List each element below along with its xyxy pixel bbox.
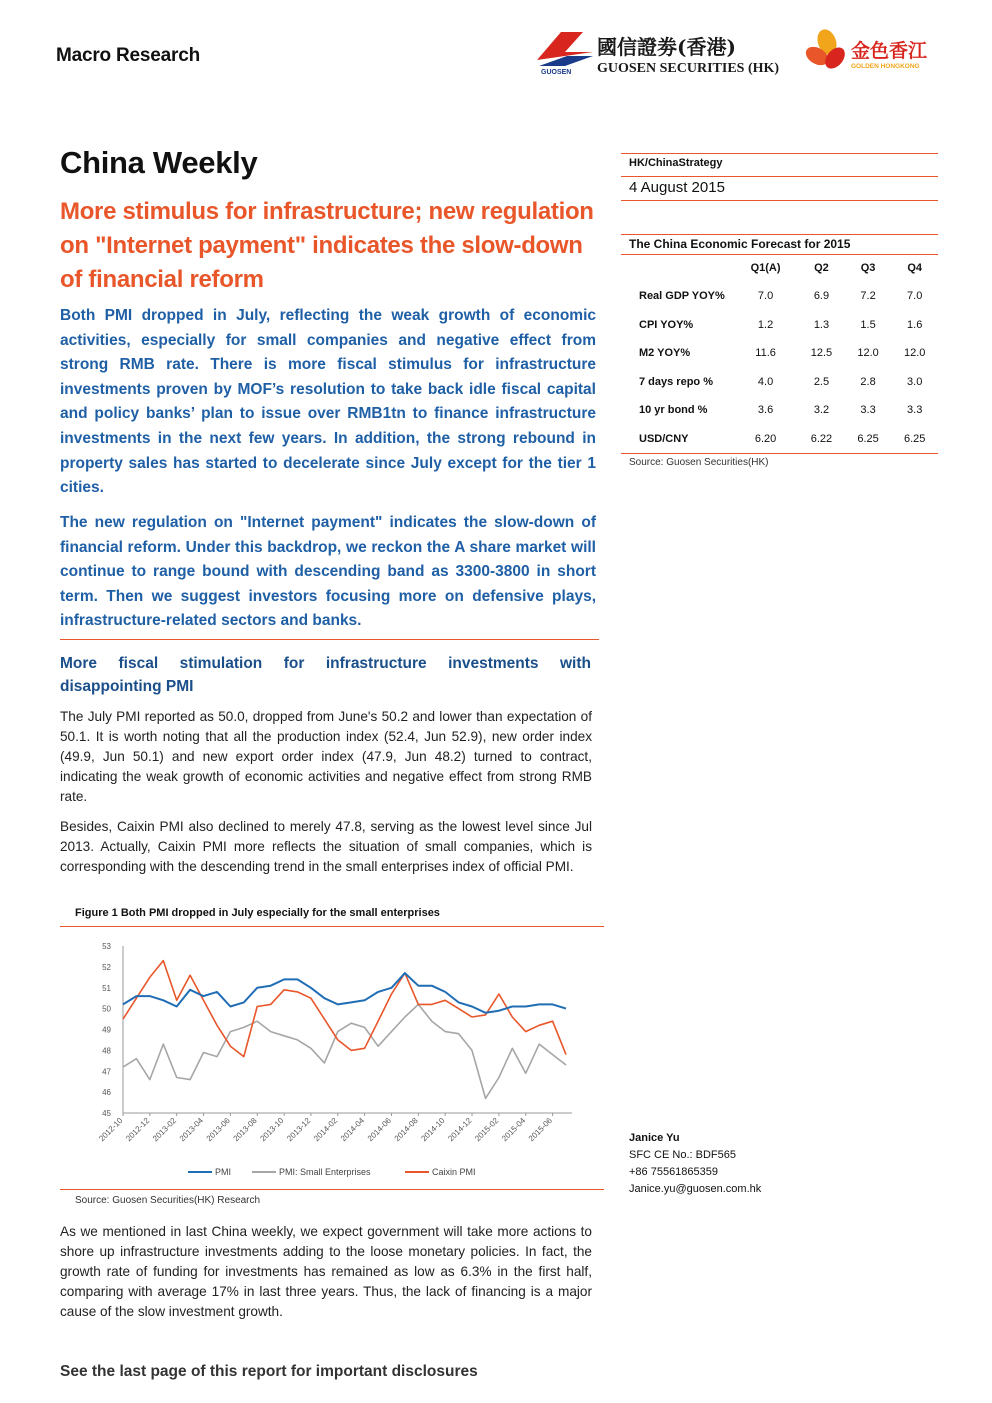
table-cell: 3.2	[813, 404, 830, 417]
chart-x-tick-label: 2014-04	[338, 1116, 367, 1144]
guosen-logo-english: GUOSEN SECURITIES (HK)	[597, 61, 780, 76]
table-cell: 6.22	[810, 432, 833, 445]
table-cell: 3.3	[860, 404, 876, 417]
header-report-type: Macro Research	[56, 45, 200, 66]
table-cell: 6.20	[754, 432, 777, 445]
table-row	[621, 311, 938, 340]
chart-x-tick-label: 2015-06	[526, 1116, 554, 1144]
chart-y-tick-label: 53	[102, 942, 111, 951]
chart-series-line	[123, 961, 566, 1057]
analyst-phone: +86 75561865359	[629, 1166, 719, 1178]
chart-x-tick-label: 2013-10	[258, 1116, 286, 1144]
chart-series-line	[123, 973, 566, 1013]
table-row-label: 7 days repo %	[639, 375, 713, 388]
golden-logo-chinese: 金色香江	[851, 40, 928, 62]
table-rule	[621, 234, 938, 235]
chart-legend-label: PMI	[215, 1167, 232, 1177]
chart-y-tick-label: 52	[102, 962, 111, 972]
table-cell: 12.0	[903, 347, 926, 360]
chart-x-tick-label: 2014-06	[365, 1116, 393, 1144]
summary-paragraph: Both PMI dropped in July, reflecting the weak growth of economic activities, especially for small companies and negative effect from strong RMB rate. There is more fiscal stimulus for infrastructure investments proven by MOF’s resolution to take back idle fiscal capital and policy banks’ plan to issue over RMB1tn to finance infrastructure investments in the next few years. In addition, the strong rebound in property sales has started to decelerate since July except for the tier 1 cities.	[60, 307, 596, 497]
footer-disclosure: See the last page of this report for important disclosures	[60, 1363, 478, 1380]
table-rule	[621, 453, 938, 454]
chart-x-ticks	[97, 1113, 554, 1143]
analyst-email[interactable]: Janice.yu@guosen.com.hk	[629, 1183, 762, 1195]
section-divider	[60, 639, 599, 640]
chart-y-tick-label: 49	[102, 1025, 111, 1035]
figure-source: Source: Guosen Securities(HK) Research	[75, 1195, 261, 1206]
chart-legend-label: PMI: Small Enterprises	[279, 1167, 371, 1177]
table-row-label: Real GDP YOY%	[639, 290, 725, 303]
analyst-name: Janice Yu	[629, 1132, 680, 1144]
chart-x-tick-label: 2013-04	[177, 1116, 205, 1144]
table-cell: 6.25	[857, 432, 879, 445]
table-row	[621, 425, 938, 454]
body-paragraph: As we mentioned in last China weekly, we expect government will take more actions to shore up infrastructure investments adding to the loose monetary policies. In fact, the growth rate of funding for investments has remained as low as 6.3% in the first half, comparing with average 17% in last three years. Thus, the lack of financing is a major cause of the slow investment growth.	[60, 1224, 592, 1319]
table-row	[621, 282, 938, 311]
table-row-label: M2 YOY%	[639, 347, 691, 360]
chart-y-tick-label: 48	[102, 1046, 111, 1056]
table-cell: 7.0	[757, 290, 774, 303]
chart-y-tick-label: 47	[102, 1067, 111, 1077]
chart-x-tick-label: 2012-12	[124, 1116, 152, 1144]
chart-y-tick-label: 51	[102, 983, 111, 993]
forecast-table-title: The China Economic Forecast for 2015	[629, 237, 851, 251]
chart-x-tick-label: 2014-08	[392, 1116, 420, 1144]
body-paragraph: The July PMI reported as 50.0, dropped from June's 50.2 and lower than expectation of 50.1. It is worth noting that all the production index (52.4, Jun 52.9), new order index (49.9, Jun 50.1) and new export order index (47.9, Jun 48.2) turned to contract, indicating the weak growth of economic activities and negative effect from strong RMB rate.	[60, 709, 592, 804]
table-cell: 11.6	[755, 347, 776, 360]
table-cell: 7.2	[860, 290, 876, 303]
meta-rule	[621, 200, 938, 201]
figure-bottom-rule	[60, 1189, 604, 1190]
table-row	[621, 368, 938, 397]
guosen-logo	[535, 30, 797, 76]
chart-x-tick-label: 2015-02	[473, 1116, 501, 1144]
golden-hongkong-logo	[805, 26, 945, 78]
table-row-label: 10 yr bond %	[639, 404, 708, 417]
table-cell: 3.6	[757, 404, 774, 417]
section-heading: More fiscal stimulation for infrastructure investments with disappointing PMI	[60, 655, 591, 695]
chart-y-tick-label: 45	[102, 1109, 111, 1118]
table-row	[621, 339, 938, 368]
pmi-line-chart	[60, 930, 604, 1185]
chart-x-tick-label: 2012-10	[97, 1116, 125, 1144]
table-cell: 6.9	[813, 290, 830, 303]
guosen-logo-red-shape	[537, 32, 593, 60]
table-column-header: Q1(A)	[750, 262, 781, 274]
table-cell: 6.25	[903, 432, 926, 445]
chart-x-tick-label: 2014-12	[446, 1116, 474, 1144]
chart-x-tick-label: 2013-08	[231, 1116, 259, 1144]
table-cell: 1.3	[813, 318, 830, 331]
report-date: 4 August 2015	[629, 179, 725, 196]
table-cell: 4.0	[757, 375, 774, 388]
table-cell: 2.5	[813, 375, 830, 388]
summary-paragraph: The new regulation on "Internet payment" indicates the slow-down of financial reform. Under this backdrop, we reckon the A share market will continue to range bound with descending band as 3300-3800 in short term. Then we suggest investors focusing more on defensive plays, infrastructure-related sectors and banks.	[60, 514, 596, 630]
chart-x-tick-label: 2013-02	[150, 1116, 179, 1144]
chart-x-tick-label: 2015-04	[500, 1116, 528, 1144]
chart-x-tick-label: 2014-10	[419, 1116, 447, 1144]
analyst-license: SFC CE No.: BDF565	[629, 1149, 736, 1161]
chart-lines	[123, 961, 566, 1099]
table-cell: 2.8	[860, 375, 876, 388]
table-row-label: CPI YOY%	[639, 318, 694, 331]
table-cell: 1.2	[757, 318, 774, 331]
chart-legend-label: Caixin PMI	[432, 1167, 476, 1177]
guosen-logo-tag: GUOSEN	[541, 69, 572, 76]
forecast-table	[621, 254, 938, 453]
table-source: Source: Guosen Securities(HK)	[629, 457, 769, 468]
table-column-header: Q3	[860, 262, 876, 274]
table-cell: 1.5	[860, 318, 876, 331]
figure-caption: Figure 1 Both PMI dropped in July especially for the small enterprises	[75, 907, 440, 919]
table-row	[621, 396, 938, 425]
report-category: HK/ChinaStrategy	[629, 157, 723, 169]
chart-x-tick-label: 2013-06	[204, 1116, 232, 1144]
table-column-header: Q4	[907, 262, 923, 274]
table-cell: 7.0	[907, 290, 923, 303]
table-header-row	[621, 254, 938, 282]
page-subtitle: More stimulus for infrastructure; new regulation on "Internet payment" indicates the slow-down of financial reform	[60, 198, 594, 293]
chart-y-tick-label: 46	[102, 1088, 111, 1098]
table-cell: 3.0	[907, 375, 923, 388]
table-column-header: Q2	[814, 262, 829, 274]
golden-logo-english: GOLDEN HONGKONG	[851, 63, 920, 70]
chart-axes	[123, 946, 572, 1113]
table-row-label: USD/CNY	[639, 432, 689, 445]
table-cell: 12.5	[810, 347, 833, 360]
figure-top-rule	[60, 926, 604, 927]
guosen-logo-chinese: 國信證劵(香港)	[597, 35, 736, 59]
table-header-blank	[621, 254, 733, 282]
body-paragraph: Besides, Caixin PMI also declined to merely 47.8, serving as the lowest level since Jul 2013. Actually, Caixin PMI more reflects the situation of small companies, which is corresponding with the descending trend in the small enterprises index of official PMI.	[60, 819, 592, 874]
table-cell: 1.6	[907, 318, 923, 331]
chart-y-tick-label: 50	[102, 1004, 111, 1014]
meta-rule	[621, 176, 938, 177]
chart-series-line	[123, 1004, 566, 1098]
meta-rule	[621, 153, 938, 154]
chart-x-tick-label: 2014-02	[312, 1116, 340, 1144]
chart-x-tick-label: 2013-12	[285, 1116, 313, 1144]
table-cell: 12.0	[857, 347, 879, 360]
table-cell: 3.3	[907, 404, 923, 417]
analyst-block	[629, 1130, 761, 1198]
chart-y-ticks	[102, 942, 111, 1118]
page-title: China Weekly	[60, 145, 258, 180]
chart-legend	[188, 1167, 476, 1177]
